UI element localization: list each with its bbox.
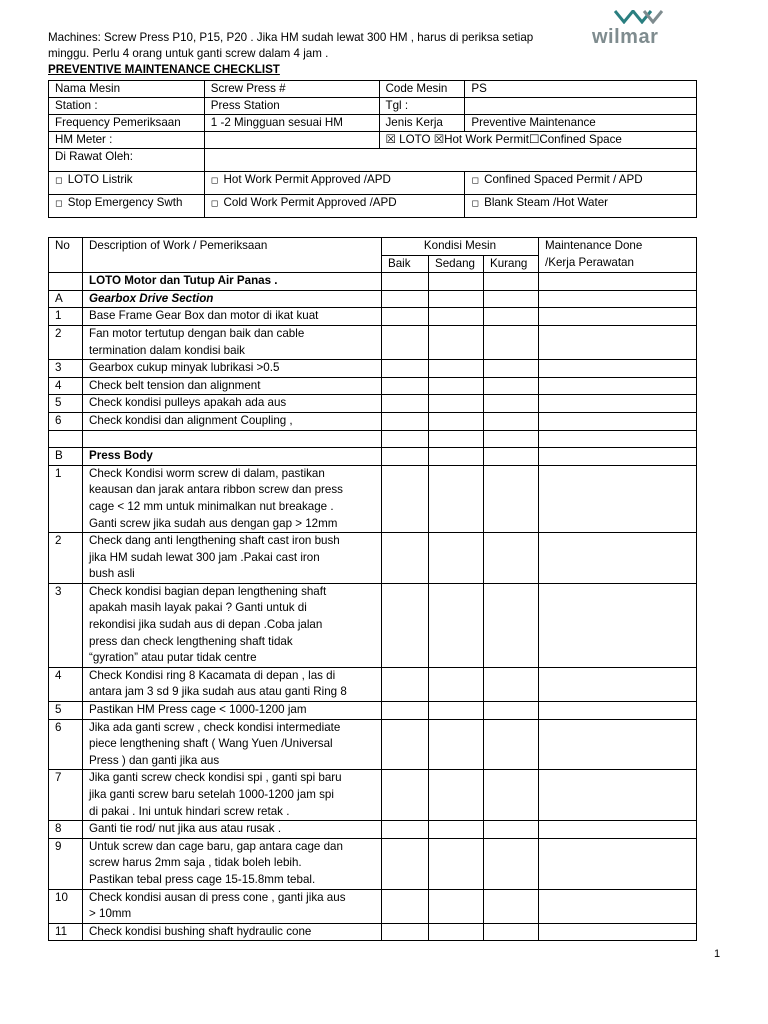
row-description: Check belt tension dan alignment xyxy=(83,377,382,395)
cell-baik[interactable] xyxy=(382,377,429,395)
cell-sedang[interactable] xyxy=(429,923,484,941)
cell-kurang[interactable] xyxy=(484,770,539,821)
row-number: 1 xyxy=(49,308,83,326)
row-description: Gearbox cukup minyak lubrikasi >0.5 xyxy=(83,360,382,378)
cell-kurang[interactable] xyxy=(484,889,539,923)
loto-flag: ☒ LOTO xyxy=(385,133,431,146)
cell-done[interactable] xyxy=(539,702,697,720)
cell-kurang[interactable] xyxy=(484,838,539,889)
cell-sedang[interactable] xyxy=(429,702,484,720)
section-a-no: A xyxy=(49,290,83,308)
tgl-value xyxy=(465,98,697,115)
cell-kurang[interactable] xyxy=(484,923,539,941)
row-number: 5 xyxy=(49,395,83,413)
cell-sedang[interactable] xyxy=(429,889,484,923)
cell-baik[interactable] xyxy=(382,923,429,941)
cell-done[interactable] xyxy=(539,308,697,326)
nama-mesin-label: Nama Mesin xyxy=(49,81,205,98)
cell-done[interactable] xyxy=(539,377,697,395)
cell-kurang[interactable] xyxy=(484,702,539,720)
checklist-row xyxy=(49,770,697,821)
row-description: Untuk screw dan cage baru, gap antara cage dan screw harus 2mm saja , tidak boleh lebih. Pastikan tebal press cage 15-15.8mm tebal. xyxy=(83,838,382,889)
machine-info-table xyxy=(48,80,697,218)
cell-sedang[interactable] xyxy=(429,412,484,430)
nama-mesin-value: Screw Press # xyxy=(204,81,379,98)
row-description: Check kondisi bushing shaft hydraulic cone xyxy=(83,923,382,941)
col-done-header: Maintenance Done /Kerja Perawatan xyxy=(539,238,697,273)
section-b-title: Press Body xyxy=(83,448,382,466)
checkbox-icon: ◻ xyxy=(210,175,219,185)
page-number: 1 xyxy=(714,948,721,960)
row-description: Check kondisi bagian depan lengthening shaft apakah masih layak pakai ? Ganti untuk di rekondisi jika sudah aus di depan .Coba jalan press dan check lengthening shaft tidak “gyration” atau putar tidak centre xyxy=(83,583,382,667)
loto-row-text: LOTO Motor dan Tutup Air Panas . xyxy=(83,273,382,291)
frequency-label: Frequency Pemeriksaan xyxy=(49,115,205,132)
cell-sedang[interactable] xyxy=(429,770,484,821)
cell-sedang[interactable] xyxy=(429,325,484,359)
cell-sedang[interactable] xyxy=(429,465,484,532)
cell-baik[interactable] xyxy=(382,667,429,701)
station-label: Station : xyxy=(49,98,205,115)
row-number: 4 xyxy=(49,377,83,395)
cell-baik[interactable] xyxy=(382,533,429,584)
cell-sedang[interactable] xyxy=(429,377,484,395)
row-number: 6 xyxy=(49,719,83,770)
row-number: 1 xyxy=(49,465,83,532)
row-description: Pastikan HM Press cage < 1000-1200 jam xyxy=(83,702,382,720)
cell-done[interactable] xyxy=(539,923,697,941)
cell-kurang[interactable] xyxy=(484,395,539,413)
dirawat-label: Di Rawat Oleh: xyxy=(49,149,205,172)
checkbox-icon: ◻ xyxy=(210,198,219,208)
checklist-row xyxy=(49,412,697,430)
jenis-kerja-value: Preventive Maintenance xyxy=(465,115,697,132)
col-desc-header: Description of Work / Pemeriksaan xyxy=(83,238,382,273)
cell-baik[interactable] xyxy=(382,719,429,770)
code-mesin-label: Code Mesin xyxy=(379,81,465,98)
cell-kurang[interactable] xyxy=(484,325,539,359)
cell-baik[interactable] xyxy=(382,889,429,923)
cell-kurang[interactable] xyxy=(484,412,539,430)
check-hot-work: ◻ Hot Work Permit Approved /APD xyxy=(204,172,465,195)
row-description: Check kondisi ausan di press cone , ganti jika aus > 10mm xyxy=(83,889,382,923)
cell-kurang[interactable] xyxy=(484,465,539,532)
row-number: 6 xyxy=(49,412,83,430)
checklist-row xyxy=(49,395,697,413)
check-confined: ◻ Confined Spaced Permit / APD xyxy=(465,172,697,195)
cell-kurang[interactable] xyxy=(484,360,539,378)
checklist-row xyxy=(49,583,697,667)
row-number: 10 xyxy=(49,889,83,923)
row-number: 11 xyxy=(49,923,83,941)
cell-done[interactable] xyxy=(539,583,697,667)
col-kurang-header: Kurang xyxy=(484,255,539,273)
logo-text: wilmar xyxy=(592,26,659,48)
row-description: Check kondisi dan alignment Coupling , xyxy=(83,412,382,430)
cell-done[interactable] xyxy=(539,770,697,821)
checklist-row xyxy=(49,465,697,532)
hm-meter-label: HM Meter : xyxy=(49,132,205,149)
tgl-label: Tgl : xyxy=(379,98,465,115)
cell-baik[interactable] xyxy=(382,325,429,359)
row-description: Jika ada ganti screw , check kondisi intermediate piece lengthening shaft ( Wang Yuen /Universal Press ) dan ganti jika aus xyxy=(83,719,382,770)
cell-sedang[interactable] xyxy=(429,395,484,413)
section-b-row xyxy=(49,448,697,466)
section-b-no: B xyxy=(49,448,83,466)
cell-sedang[interactable] xyxy=(429,360,484,378)
cell-kurang[interactable] xyxy=(484,377,539,395)
cell-kurang[interactable] xyxy=(484,821,539,839)
frequency-value: 1 -2 Mingguan sesuai HM xyxy=(204,115,379,132)
cell-baik[interactable] xyxy=(382,412,429,430)
cell-baik[interactable] xyxy=(382,360,429,378)
check-stop-emergency: ◻ Stop Emergency Swth xyxy=(49,195,205,218)
cell-baik[interactable] xyxy=(382,395,429,413)
row-number: 8 xyxy=(49,821,83,839)
cell-baik[interactable] xyxy=(382,838,429,889)
cell-sedang[interactable] xyxy=(429,308,484,326)
cell-kurang[interactable] xyxy=(484,533,539,584)
checklist-table xyxy=(48,237,697,941)
col-kondisi-header: Kondisi Mesin xyxy=(382,238,539,256)
row-number: 2 xyxy=(49,325,83,359)
checklist-row xyxy=(49,923,697,941)
checklist-title: PREVENTIVE MAINTENANCE CHECKLIST xyxy=(48,63,280,76)
cell-sedang[interactable] xyxy=(429,821,484,839)
cell-done[interactable] xyxy=(539,889,697,923)
cell-baik[interactable] xyxy=(382,308,429,326)
row-description: Check Kondisi ring 8 Kacamata di depan , las di antara jam 3 sd 9 jika sudah aus atau ganti Ring 8 xyxy=(83,667,382,701)
check-blank-steam: ◻ Blank Steam /Hot Water xyxy=(465,195,697,218)
checklist-row xyxy=(49,325,697,359)
checklist-row xyxy=(49,308,697,326)
cell-done[interactable] xyxy=(539,412,697,430)
cell-kurang[interactable] xyxy=(484,719,539,770)
checkbox-icon: ◻ xyxy=(55,175,63,185)
confined-space-flag: ☐Confined Space xyxy=(528,133,622,146)
checklist-row xyxy=(49,821,697,839)
hm-meter-value xyxy=(204,132,379,149)
cell-sedang[interactable] xyxy=(429,583,484,667)
row-description: Jika ganti screw check kondisi spi , ganti spi baru jika ganti screw baru setelah 1000-1200 jam spi di pakai . Ini untuk hindari screw retak . xyxy=(83,770,382,821)
cell-sedang[interactable] xyxy=(429,667,484,701)
cell-done[interactable] xyxy=(539,395,697,413)
row-number: 9 xyxy=(49,838,83,889)
cell-done[interactable] xyxy=(539,667,697,701)
row-description: Fan motor tertutup dengan baik dan cable termination dalam kondisi baik xyxy=(83,325,382,359)
check-loto-listrik: ◻ LOTO Listrik xyxy=(49,172,205,195)
check-cold-work: ◻ Cold Work Permit Approved /APD xyxy=(204,195,465,218)
intro-line-2: minggu. Perlu 4 orang untuk ganti screw dalam 4 jam . xyxy=(48,47,329,60)
intro-line-1: Machines: Screw Press P10, P15, P20 . Jika HM sudah lewat 300 HM , harus di periksa setiap xyxy=(48,31,534,44)
permit-flags xyxy=(379,132,697,149)
checkbox-icon: ◻ xyxy=(471,175,479,185)
code-mesin-value: PS xyxy=(465,81,697,98)
cell-done[interactable] xyxy=(539,838,697,889)
dirawat-value xyxy=(204,149,696,172)
col-sedang-header: Sedang xyxy=(429,255,484,273)
station-value: Press Station xyxy=(204,98,379,115)
checklist-row xyxy=(49,702,697,720)
cell-done[interactable] xyxy=(539,719,697,770)
row-number: 2 xyxy=(49,533,83,584)
cell-sedang[interactable] xyxy=(429,533,484,584)
checklist-row xyxy=(49,667,697,701)
cell-sedang[interactable] xyxy=(429,838,484,889)
row-description: Check Kondisi worm screw di dalam, pastikan keausan dan jarak antara ribbon screw dan press cage < 12 mm untuk minimalkan nut breakage . Ganti screw jika sudah aus dengan gap > 12mm xyxy=(83,465,382,532)
col-no-header: No xyxy=(49,238,83,273)
cell-done[interactable] xyxy=(539,325,697,359)
cell-sedang[interactable] xyxy=(429,719,484,770)
row-description: Check kondisi pulleys apakah ada aus xyxy=(83,395,382,413)
cell-kurang[interactable] xyxy=(484,308,539,326)
intro-block xyxy=(48,30,588,78)
col-baik-header: Baik xyxy=(382,255,429,273)
row-number: 3 xyxy=(49,583,83,667)
cell-done[interactable] xyxy=(539,465,697,532)
row-description: Check dang anti lengthening shaft cast iron bush jika HM sudah lewat 300 jam .Pakai cast iron bush asli xyxy=(83,533,382,584)
checklist-row xyxy=(49,838,697,889)
checklist-row xyxy=(49,377,697,395)
cell-baik[interactable] xyxy=(382,821,429,839)
row-number: 4 xyxy=(49,667,83,701)
jenis-kerja-label: Jenis Kerja xyxy=(379,115,465,132)
section-a-title: Gearbox Drive Section xyxy=(83,290,382,308)
row-number: 5 xyxy=(49,702,83,720)
checkbox-icon: ◻ xyxy=(471,198,479,208)
cell-done[interactable] xyxy=(539,533,697,584)
checkbox-icon: ◻ xyxy=(55,198,63,208)
blank-row xyxy=(49,430,697,448)
wilmar-logo xyxy=(592,10,672,46)
hot-work-flag: ☒Hot Work Permit xyxy=(433,133,529,146)
cell-baik[interactable] xyxy=(382,465,429,532)
cell-baik[interactable] xyxy=(382,583,429,667)
logo-chevron-icon xyxy=(614,10,666,24)
row-description: Base Frame Gear Box dan motor di ikat kuat xyxy=(83,308,382,326)
checklist-row xyxy=(49,360,697,378)
row-description: Ganti tie rod/ nut jika aus atau rusak . xyxy=(83,821,382,839)
checklist-row xyxy=(49,533,697,584)
cell-kurang[interactable] xyxy=(484,583,539,667)
cell-kurang[interactable] xyxy=(484,667,539,701)
checklist-row xyxy=(49,719,697,770)
cell-baik[interactable] xyxy=(382,702,429,720)
row-number: 7 xyxy=(49,770,83,821)
cell-done[interactable] xyxy=(539,821,697,839)
checklist-row xyxy=(49,889,697,923)
cell-done[interactable] xyxy=(539,360,697,378)
cell-baik[interactable] xyxy=(382,770,429,821)
row-number: 3 xyxy=(49,360,83,378)
